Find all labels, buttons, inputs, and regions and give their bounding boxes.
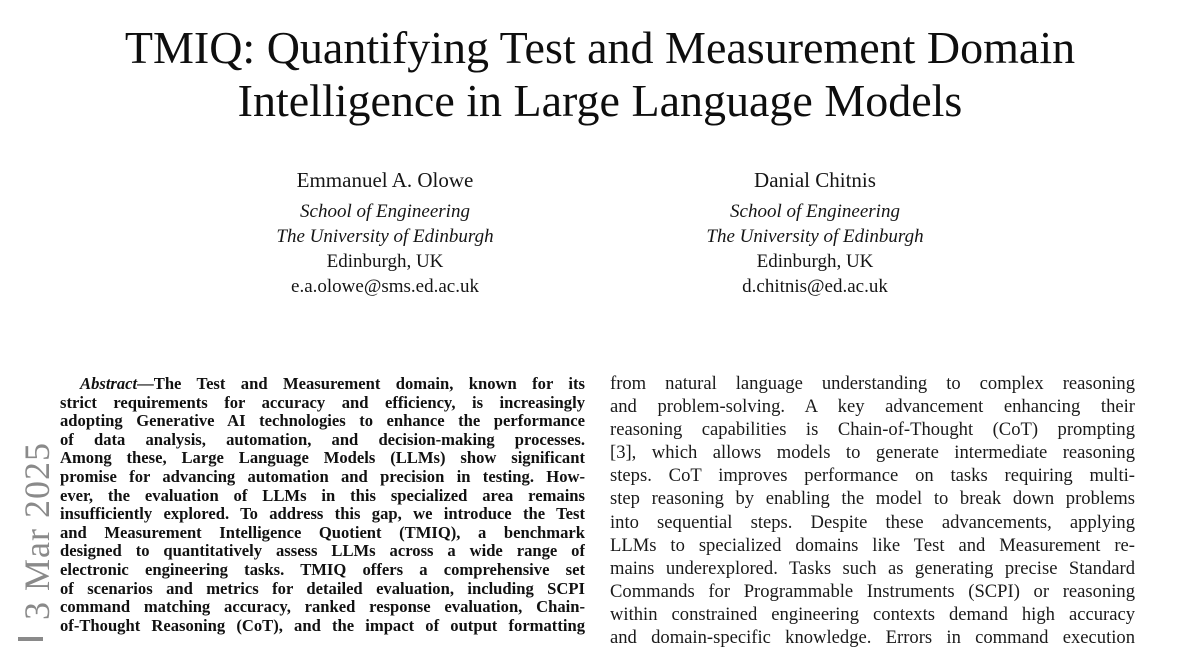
paper-title <box>0 21 1200 127</box>
abstract-line: adopting Generative AI technologies to enhance the performance <box>60 412 585 431</box>
author-block-2 <box>600 167 1030 299</box>
paper-title-line-2: Intelligence in Large Language Models <box>237 75 963 126</box>
abstract-line: Among these, Large Language Models (LLMs) show significant <box>60 449 585 468</box>
two-column-body <box>60 372 1135 649</box>
abstract-column <box>60 372 585 649</box>
clipped-bracket-mark <box>18 637 43 641</box>
abstract-first-line <box>60 375 585 394</box>
abstract-lead-text: —The Test and Measurement domain, known for its <box>137 375 585 393</box>
body-text-line: and problem-solving. A key advancement enhancing their <box>610 396 1135 418</box>
abstract-lines <box>60 394 585 636</box>
author-1-name: Emmanuel A. Olowe <box>296 168 474 192</box>
body-text-line: and domain-specific knowledge. Errors in command execution <box>610 627 1135 649</box>
abstract-line: electronic engineering tasks. TMIQ offers a comprehensive set <box>60 560 585 579</box>
abstract-line: of data analysis, automation, and decision-making processes. <box>60 430 585 449</box>
author-1-university: The University of Edinburgh <box>276 226 494 247</box>
body-text-line: mains underexplored. Tasks such as generating precise Standard <box>610 557 1135 579</box>
paper-title-line-1: TMIQ: Quantifying Test and Measurement Domain <box>124 22 1076 73</box>
abstract-line: command matching accuracy, ranked response evaluation, Chain- <box>60 598 585 617</box>
introduction-column <box>610 372 1135 649</box>
abstract-line: designed to quantitatively assess LLMs across a wide range of <box>60 542 585 561</box>
abstract-line: ever, the evaluation of LLMs in this specialized area remains <box>60 486 585 505</box>
abstract-line: strict requirements for accuracy and efficiency, is increasingly <box>60 393 585 412</box>
abstract-line: of-Thought Reasoning (CoT), and the impact of output formatting <box>60 616 585 635</box>
author-1-department: School of Engineering <box>300 201 470 222</box>
abstract-line: and Measurement Intelligence Quotient (TMIQ), a benchmark <box>60 523 585 542</box>
abstract-line: promise for advancing automation and precision in testing. How- <box>60 467 585 486</box>
abstract-line: insufficiently explored. To address this gap, we introduce the Test <box>60 505 585 524</box>
author-2-email: d.chitnis@ed.ac.uk <box>742 276 888 297</box>
author-2-university: The University of Edinburgh <box>706 226 924 247</box>
body-text-line: LLMs to specialized domains like Test and Measurement re- <box>610 534 1135 556</box>
body-text-line: Commands for Programmable Instruments (SCPI) or reasoning <box>610 580 1135 602</box>
introduction-lines <box>610 372 1135 649</box>
author-1-email: e.a.olowe@sms.ed.ac.uk <box>291 276 479 297</box>
author-2-department: School of Engineering <box>730 201 900 222</box>
abstract-label: Abstract <box>80 375 138 393</box>
author-block-1 <box>170 167 600 299</box>
authors-row <box>170 167 1030 299</box>
author-2-name: Danial Chitnis <box>754 168 876 192</box>
body-text-line: reasoning capabilities is Chain-of-Thought (CoT) prompting <box>610 419 1135 441</box>
author-2-location: Edinburgh, UK <box>756 251 874 272</box>
abstract-line: of scenarios and metrics for detailed evaluation, including SCPI <box>60 579 585 598</box>
body-text-line: within constrained engineering contexts demand high accuracy <box>610 603 1135 625</box>
body-text-line: from natural language understanding to complex reasoning <box>610 373 1135 394</box>
arxiv-date-stamp: 3 Mar 2025 <box>17 442 57 620</box>
body-text-line: steps. CoT improves performance on tasks requiring multi- <box>610 465 1135 487</box>
body-text-line: into sequential steps. Despite these advancements, applying <box>610 511 1135 533</box>
body-text-line: step reasoning by enabling the model to break down problems <box>610 488 1135 510</box>
author-1-location: Edinburgh, UK <box>326 251 444 272</box>
body-text-line: [3], which allows models to generate intermediate reasoning <box>610 442 1135 464</box>
